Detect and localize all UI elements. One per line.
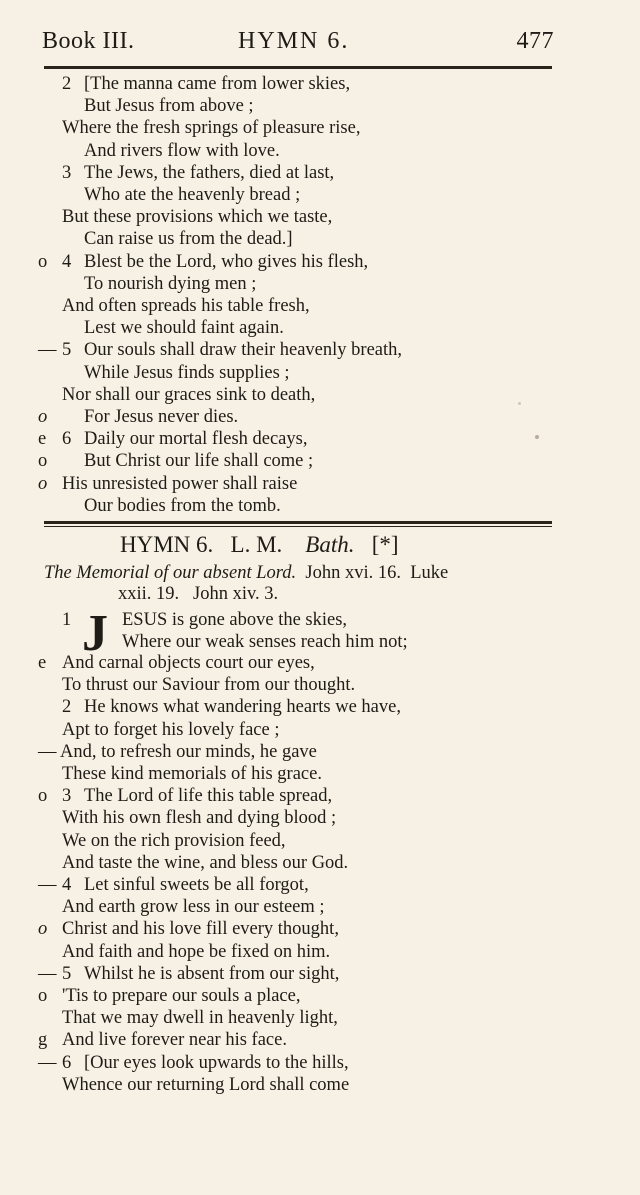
verse-text: But Jesus from above ; <box>84 96 254 117</box>
drop-cap: J <box>82 605 108 662</box>
verse-line <box>0 495 600 517</box>
verse-text: Whilst he is absent from our sight, <box>84 963 340 984</box>
dynamic-mark: — <box>38 741 57 762</box>
verse-number: 5 <box>62 963 72 984</box>
verse-line <box>0 941 600 963</box>
verse-text: And live forever near his face. <box>62 1030 287 1051</box>
verse-line <box>0 473 600 495</box>
dynamic-mark: e <box>38 653 47 673</box>
verse-line <box>0 362 600 384</box>
scripture-ref-3: xxii. 19. <box>118 584 180 604</box>
verse-text: We on the rich provision feed, <box>62 830 286 851</box>
verse-number: 6 <box>62 1052 72 1073</box>
dynamic-mark: o <box>38 919 48 940</box>
verse-text: Where our weak senses reach him not; <box>122 632 408 652</box>
verse-line <box>0 963 600 985</box>
hymn-label: HYMN 6. <box>120 532 214 557</box>
verse-line <box>0 852 600 874</box>
verse-text: Let sinful sweets be all forgot, <box>84 875 309 895</box>
hymn-subtitle <box>44 563 448 584</box>
verse-line <box>0 631 600 653</box>
verse-text: Whence our returning Lord shall come <box>62 1074 350 1095</box>
hymn-title-header: HYMN 6. <box>238 28 350 54</box>
verse-text: Lest we should faint again. <box>84 318 284 339</box>
verse-line <box>0 117 600 139</box>
verse-line <box>0 73 600 95</box>
dynamic-mark: o <box>38 407 48 427</box>
dynamic-mark: o <box>38 251 48 272</box>
verse-text: And, to refresh our minds, he gave <box>60 741 317 762</box>
verse-line <box>0 295 600 317</box>
verse-line <box>0 140 600 162</box>
verse-text: Where the fresh springs of pleasure rise, <box>62 118 361 139</box>
verse-text: Our bodies from the tomb. <box>84 495 281 516</box>
verse-text: For Jesus never dies. <box>84 407 239 427</box>
verse-line <box>0 696 600 718</box>
verse-text: The Jews, the fathers, died at last, <box>84 162 335 183</box>
verse-number: 3 <box>62 162 72 183</box>
section-rule-thin <box>44 526 552 527</box>
verse-line <box>0 228 600 250</box>
verse-number: 3 <box>62 786 72 807</box>
verse-number: 1 <box>62 610 72 630</box>
verse-line <box>0 317 600 339</box>
verse-text: And faith and hope be fixed on him. <box>62 941 331 962</box>
verse-line <box>0 406 600 428</box>
verse-text: That we may dwell in heavenly light, <box>62 1008 338 1029</box>
verse-text: And carnal objects court our eyes, <box>62 653 315 673</box>
section-rule-thick <box>44 521 552 524</box>
verse-line <box>0 918 600 940</box>
verse-line <box>0 273 600 295</box>
page-number: 477 <box>516 28 554 54</box>
verse-line <box>0 785 600 807</box>
verse-number: 5 <box>62 340 72 361</box>
scripture-ref-1: John xvi. 16. <box>305 563 401 583</box>
hymn-meter: L. M. <box>230 532 283 557</box>
verse-line <box>0 428 600 450</box>
verse-line <box>0 95 600 117</box>
hymn-subject: The Memorial of our absent Lord. <box>44 563 297 583</box>
book-label: Book III. <box>42 28 135 54</box>
verse-line <box>0 1052 600 1074</box>
verse-line <box>0 251 600 273</box>
verse-line <box>0 674 600 696</box>
verse-text: Christ and his love fill every thought, <box>62 919 339 940</box>
verse-text: With his own flesh and dying blood ; <box>62 808 337 829</box>
verse-text: To nourish dying men ; <box>84 273 257 294</box>
verse-text: But these provisions which we taste, <box>62 207 333 228</box>
verse-line <box>0 830 600 852</box>
dynamic-mark: — <box>38 875 57 895</box>
verse-line <box>0 384 600 406</box>
verse-text: Apt to forget his lovely face ; <box>62 719 280 740</box>
verse-text: He knows what wandering hearts we have, <box>84 697 401 718</box>
dynamic-mark: g <box>38 1030 48 1051</box>
verse-line <box>0 763 600 785</box>
verse-text: 'Tis to prepare our souls a place, <box>62 986 301 1006</box>
verse-text: While Jesus finds supplies ; <box>84 362 290 383</box>
verse-line <box>0 741 600 763</box>
hymn-tune: Bath. <box>305 532 355 557</box>
verse-text: ESUS is gone above the skies, <box>122 610 348 630</box>
dynamic-mark: — <box>38 963 57 984</box>
verse-text: And often spreads his table fresh, <box>62 296 310 316</box>
verse-text: And taste the wine, and bless our God. <box>62 852 349 873</box>
verse-text: Nor shall our graces sink to death, <box>62 384 316 405</box>
verse-line <box>0 184 600 206</box>
verse-text: Our souls shall draw their heavenly breath, <box>84 340 403 361</box>
verse-line <box>0 1029 600 1051</box>
verse-text: His unresisted power shall raise <box>62 473 298 494</box>
verse-line <box>0 162 600 184</box>
dynamic-mark: o <box>38 473 48 494</box>
verse-line <box>0 1074 600 1096</box>
print-speck <box>518 402 521 405</box>
scripture-ref-2: Luke <box>410 563 449 583</box>
verse-line <box>0 985 600 1007</box>
dynamic-mark: — <box>38 340 57 361</box>
verse-number: 2 <box>62 697 72 718</box>
verse-line <box>0 652 600 674</box>
verse-line <box>0 1007 600 1029</box>
verse-text: To thrust our Saviour from our thought. <box>62 675 356 696</box>
verse-text: These kind memorials of his grace. <box>62 764 322 784</box>
verse-text: [Our eyes look upwards to the hills, <box>84 1052 349 1073</box>
verse-number: 2 <box>62 74 72 94</box>
verse-line <box>0 206 600 228</box>
verse-text: And earth grow less in our esteem ; <box>62 897 325 918</box>
verse-number: 6 <box>62 429 72 450</box>
verse-line <box>0 339 600 361</box>
dynamic-mark: e <box>38 429 47 450</box>
verse-number: 4 <box>62 251 72 272</box>
verse-text: [The manna came from lower skies, <box>84 74 351 94</box>
dynamic-mark: o <box>38 451 48 472</box>
verse-text: But Christ our life shall come ; <box>84 451 314 472</box>
verse-text: Blest be the Lord, who gives his flesh, <box>84 251 369 272</box>
verse-text: And rivers flow with love. <box>84 140 280 161</box>
dynamic-mark: o <box>38 986 48 1006</box>
dynamic-mark: o <box>38 786 48 807</box>
dynamic-mark: — <box>38 1052 57 1073</box>
verse-text: Daily our mortal flesh decays, <box>84 429 308 450</box>
verse-line <box>0 719 600 741</box>
hymn-subtitle-cont <box>118 584 278 605</box>
verse-number: 4 <box>62 875 72 895</box>
verse-text: The Lord of life this table spread, <box>84 786 333 807</box>
verse-text: Can raise us from the dead.] <box>84 229 293 250</box>
verse-line <box>0 896 600 918</box>
running-header <box>42 28 554 60</box>
scripture-ref-4: John xiv. 3. <box>193 584 279 604</box>
hymn-heading <box>120 532 399 558</box>
print-speck <box>535 435 539 439</box>
verse-text: Who ate the heavenly bread ; <box>84 185 301 205</box>
verse-line <box>0 874 600 896</box>
hymn-note: [*] <box>371 532 399 557</box>
header-rule <box>44 66 552 69</box>
verse-line <box>0 450 600 472</box>
verse-line <box>0 807 600 829</box>
